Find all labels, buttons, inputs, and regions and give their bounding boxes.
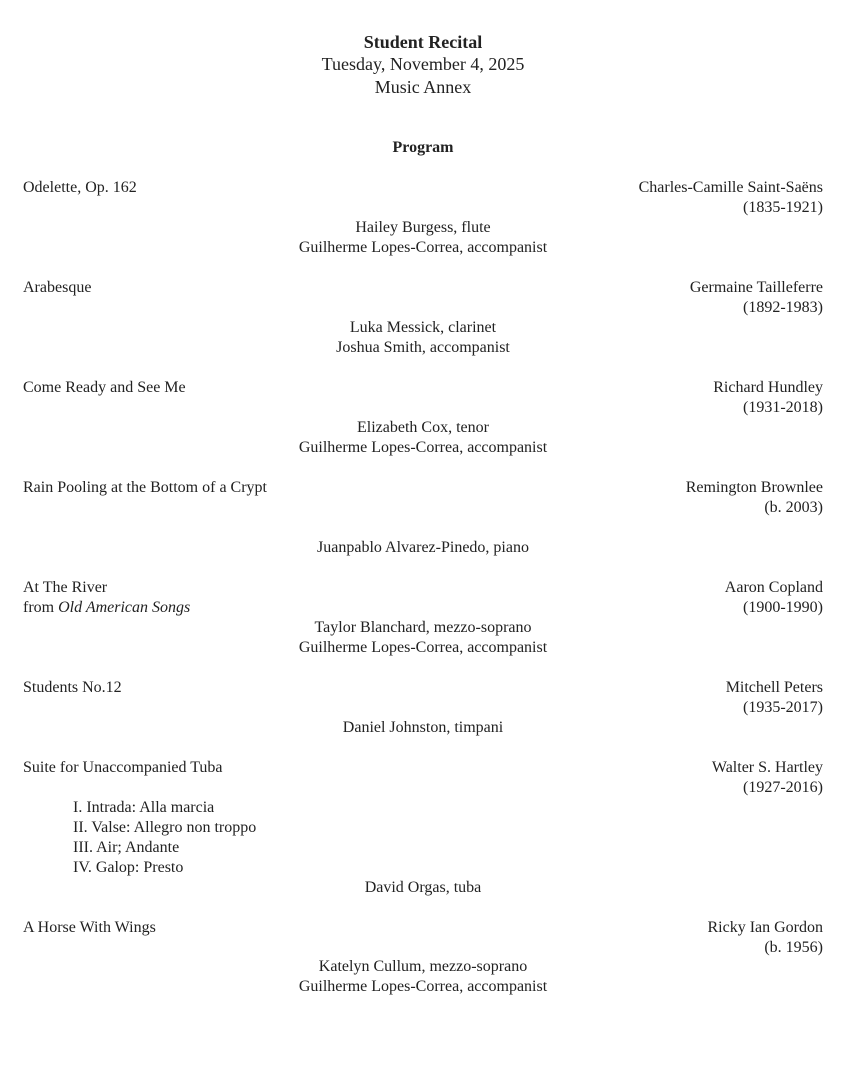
performer: Guilherme Lopes-Correa, accompanist [298,639,548,656]
composer [725,578,823,618]
work-source-prefix: from [23,599,59,616]
work-title [23,678,122,698]
performers [0,418,846,458]
composer-dates: (1931-2018) [743,399,823,416]
performer: Juanpablo Alvarez-Pinedo, piano [317,539,529,556]
composer-name: Walter S. Hartley [711,759,823,776]
performer: Luka Messick, clarinet [349,319,497,336]
work-title [23,918,156,938]
composer [713,378,823,418]
recital-date: Tuesday, November 4, 2025 [321,54,525,74]
work-title-line: Students No.12 [23,679,122,696]
work-title-line: Odelette, Op. 162 [23,179,137,196]
composer [690,278,823,318]
performers [0,618,846,658]
work-title [23,758,223,778]
performers [0,538,846,558]
work-title [23,478,267,498]
composer [639,178,823,218]
performer: Hailey Burgess, flute [355,219,491,236]
composer-dates: (1900-1990) [743,599,823,616]
work-title [23,278,91,298]
work-title-line: At The River [23,579,108,596]
work-title-line: Arabesque [23,279,92,296]
performer: Joshua Smith, accompanist [336,339,510,356]
performer: Katelyn Cullum, mezzo-soprano [318,958,528,975]
performers [0,957,846,997]
composer-name: Richard Hundley [713,379,823,396]
work-title-line: Come Ready and See Me [23,379,186,396]
movement: III. Air; Andante [73,839,180,856]
composer-dates: (1892-1983) [743,299,823,316]
program-heading: Program [392,139,454,156]
work-title-line: A Horse With Wings [23,919,156,936]
composer-dates: (1835-1921) [743,199,823,216]
recital-header [0,31,846,99]
composer [726,678,823,718]
composer [707,918,823,958]
performer: Guilherme Lopes-Correa, accompanist [298,978,548,995]
movement: II. Valse: Allegro non troppo [73,819,257,836]
performer: Daniel Johnston, timpani [342,719,504,736]
performer: Elizabeth Cox, tenor [357,419,489,436]
work-source [23,598,190,618]
composer-dates: (b. 1956) [764,939,823,956]
movement: IV. Galop: Presto [73,859,184,876]
composer-name: Remington Brownlee [685,479,823,496]
work-title [23,178,137,198]
work-title-line: Suite for Unaccompanied Tuba [23,759,223,776]
performers [0,218,846,258]
performers [0,878,846,898]
composer-name: Aaron Copland [724,579,823,596]
work-source-title: Old American Songs [58,599,191,616]
composer-name: Mitchell Peters [725,679,823,696]
performers [0,318,846,358]
composer-name: Charles-Camille Saint-Saëns [638,179,823,196]
performers [0,718,846,738]
composer-dates: (b. 2003) [764,499,823,516]
composer-dates: (1927-2016) [743,779,823,796]
composer-name: Germaine Tailleferre [689,279,823,296]
recital-venue: Music Annex [374,77,472,97]
work-title [23,578,190,618]
movement-list [73,798,256,878]
performer: Guilherme Lopes-Correa, accompanist [298,439,548,456]
work-title-line: Rain Pooling at the Bottom of a Crypt [23,479,267,496]
performer: Guilherme Lopes-Correa, accompanist [298,239,548,256]
performer: David Orgas, tuba [364,879,482,896]
composer [686,478,823,518]
composer-dates: (1935-2017) [743,699,823,716]
composer-name: Ricky Ian Gordon [707,919,823,936]
composer [712,758,823,798]
movement: I. Intrada: Alla marcia [73,799,215,816]
work-title [23,378,186,398]
performer: Taylor Blanchard, mezzo-soprano [314,619,532,636]
recital-title: Student Recital [363,32,483,52]
